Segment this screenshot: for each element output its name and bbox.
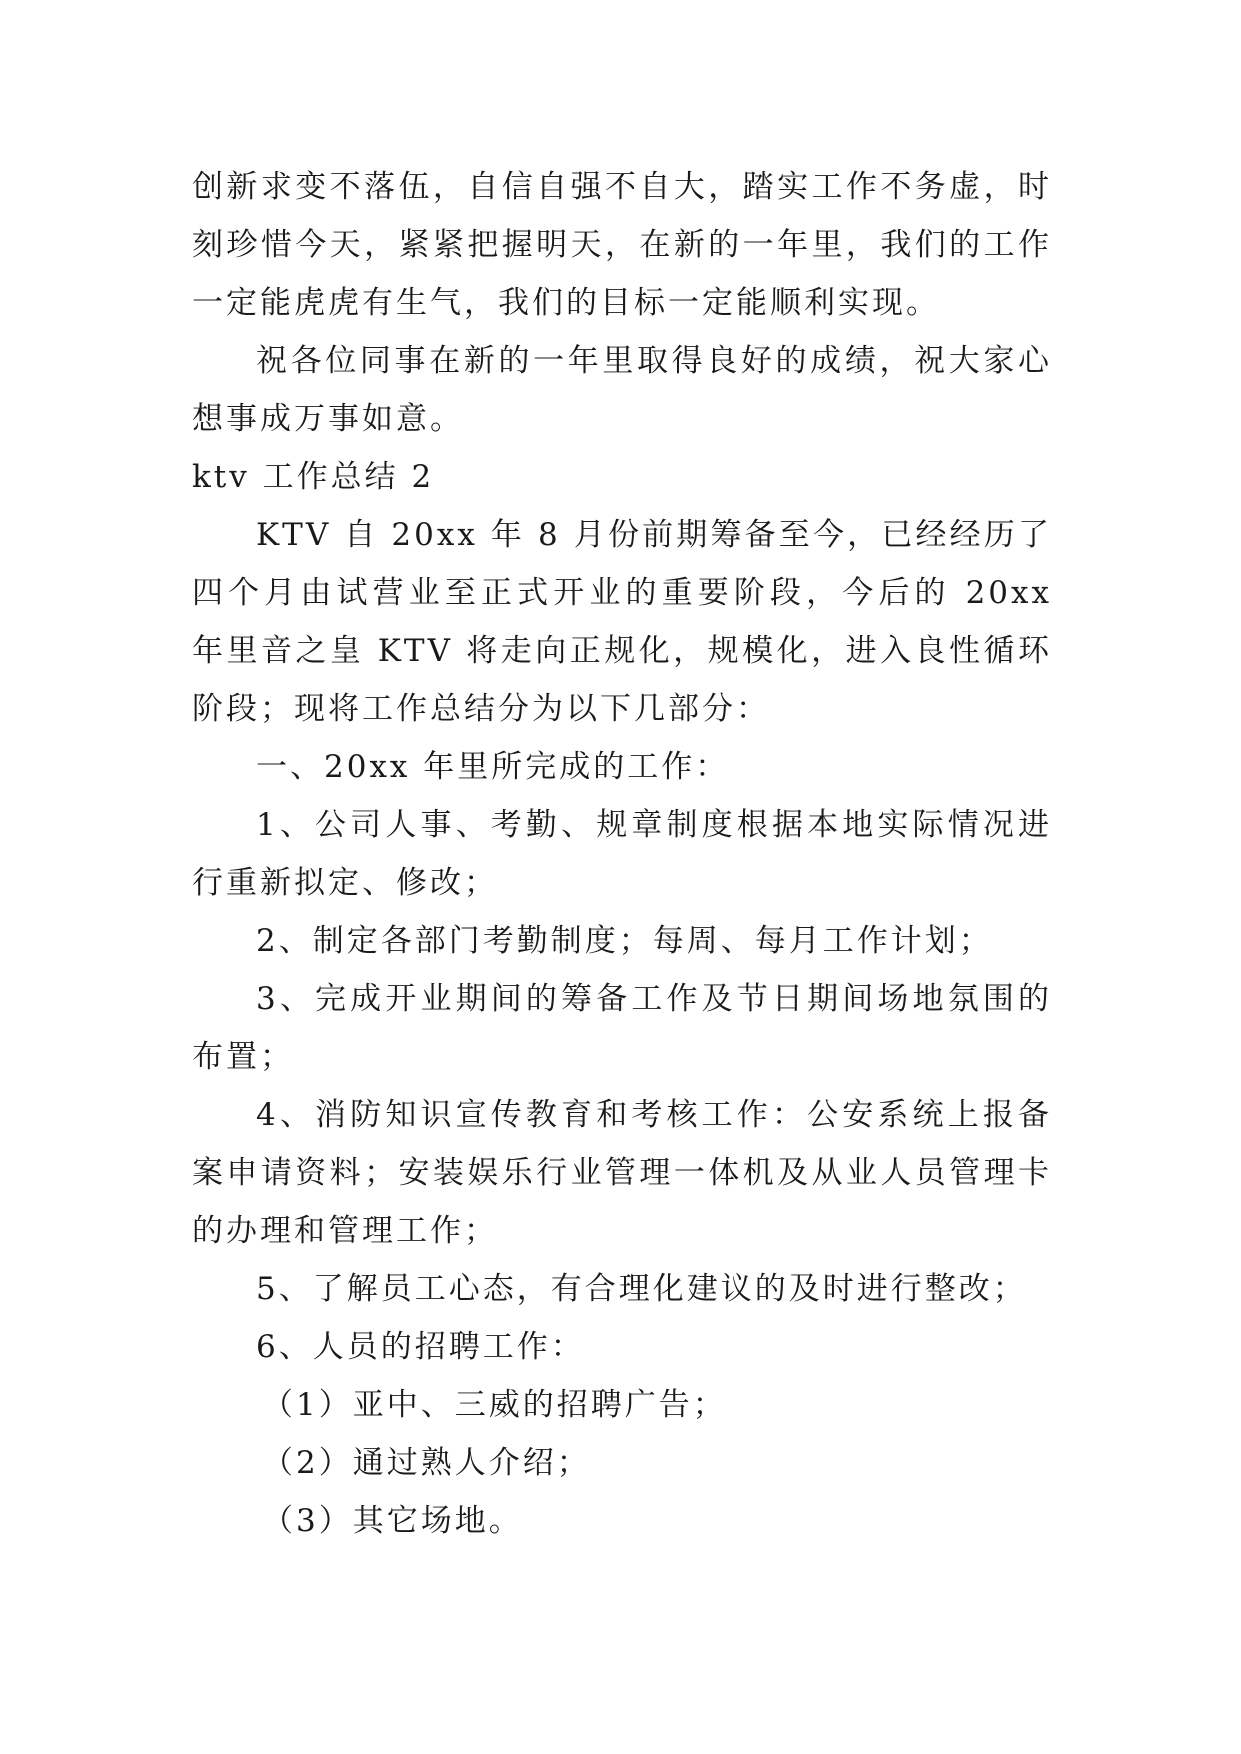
list-item: 2、制定各部门考勤制度；每周、每月工作计划； — [256, 923, 993, 959]
paragraph-closing-motto: 创新求变不落伍，自信自强不自大，踏实工作不务虚，时刻珍惜今天，紧紧把握明天，在新的一年里，我们的工作一定能虎虎有生气，我们的目标一定能顺利实现。 — [192, 169, 1052, 321]
section-heading: ktv 工作总结 2 — [192, 459, 435, 495]
list-item: 3、完成开业期间的筹备工作及节日期间场地氛围的布置； — [192, 981, 1052, 1075]
list-item: 4、消防知识宣传教育和考核工作：公安系统上报备案申请资料；安装娱乐行业管理一体机及从业人员管理卡的办理和管理工作； — [192, 1097, 1052, 1249]
list-item: 5、了解员工心态，有合理化建议的及时进行整改； — [256, 1271, 1027, 1307]
sub-list-item: （3）其它场地。 — [262, 1503, 523, 1539]
sub-list-item: （2）通过熟人介绍； — [262, 1445, 591, 1481]
paragraph-wishes: 祝各位同事在新的一年里取得良好的成绩，祝大家心想事成万事如意。 — [192, 343, 1052, 437]
sub-list-item: （1）亚中、三威的招聘广告； — [262, 1387, 727, 1423]
section-subheading: 一、20xx 年里所完成的工作： — [256, 749, 730, 785]
document-body — [192, 158, 1052, 1550]
list-item: 6、人员的招聘工作： — [256, 1329, 585, 1365]
paragraph-intro: KTV 自 20xx 年 8 月份前期筹备至今，已经经历了四个月由试营业至正式开业的重要阶段，今后的 20xx 年里音之皇 KTV 将走向正规化，规模化，进入良性循环阶段；现将工作总结分为以下几部分： — [192, 517, 1052, 727]
list-item: 1、公司人事、考勤、规章制度根据本地实际情况进行重新拟定、修改； — [192, 807, 1052, 901]
